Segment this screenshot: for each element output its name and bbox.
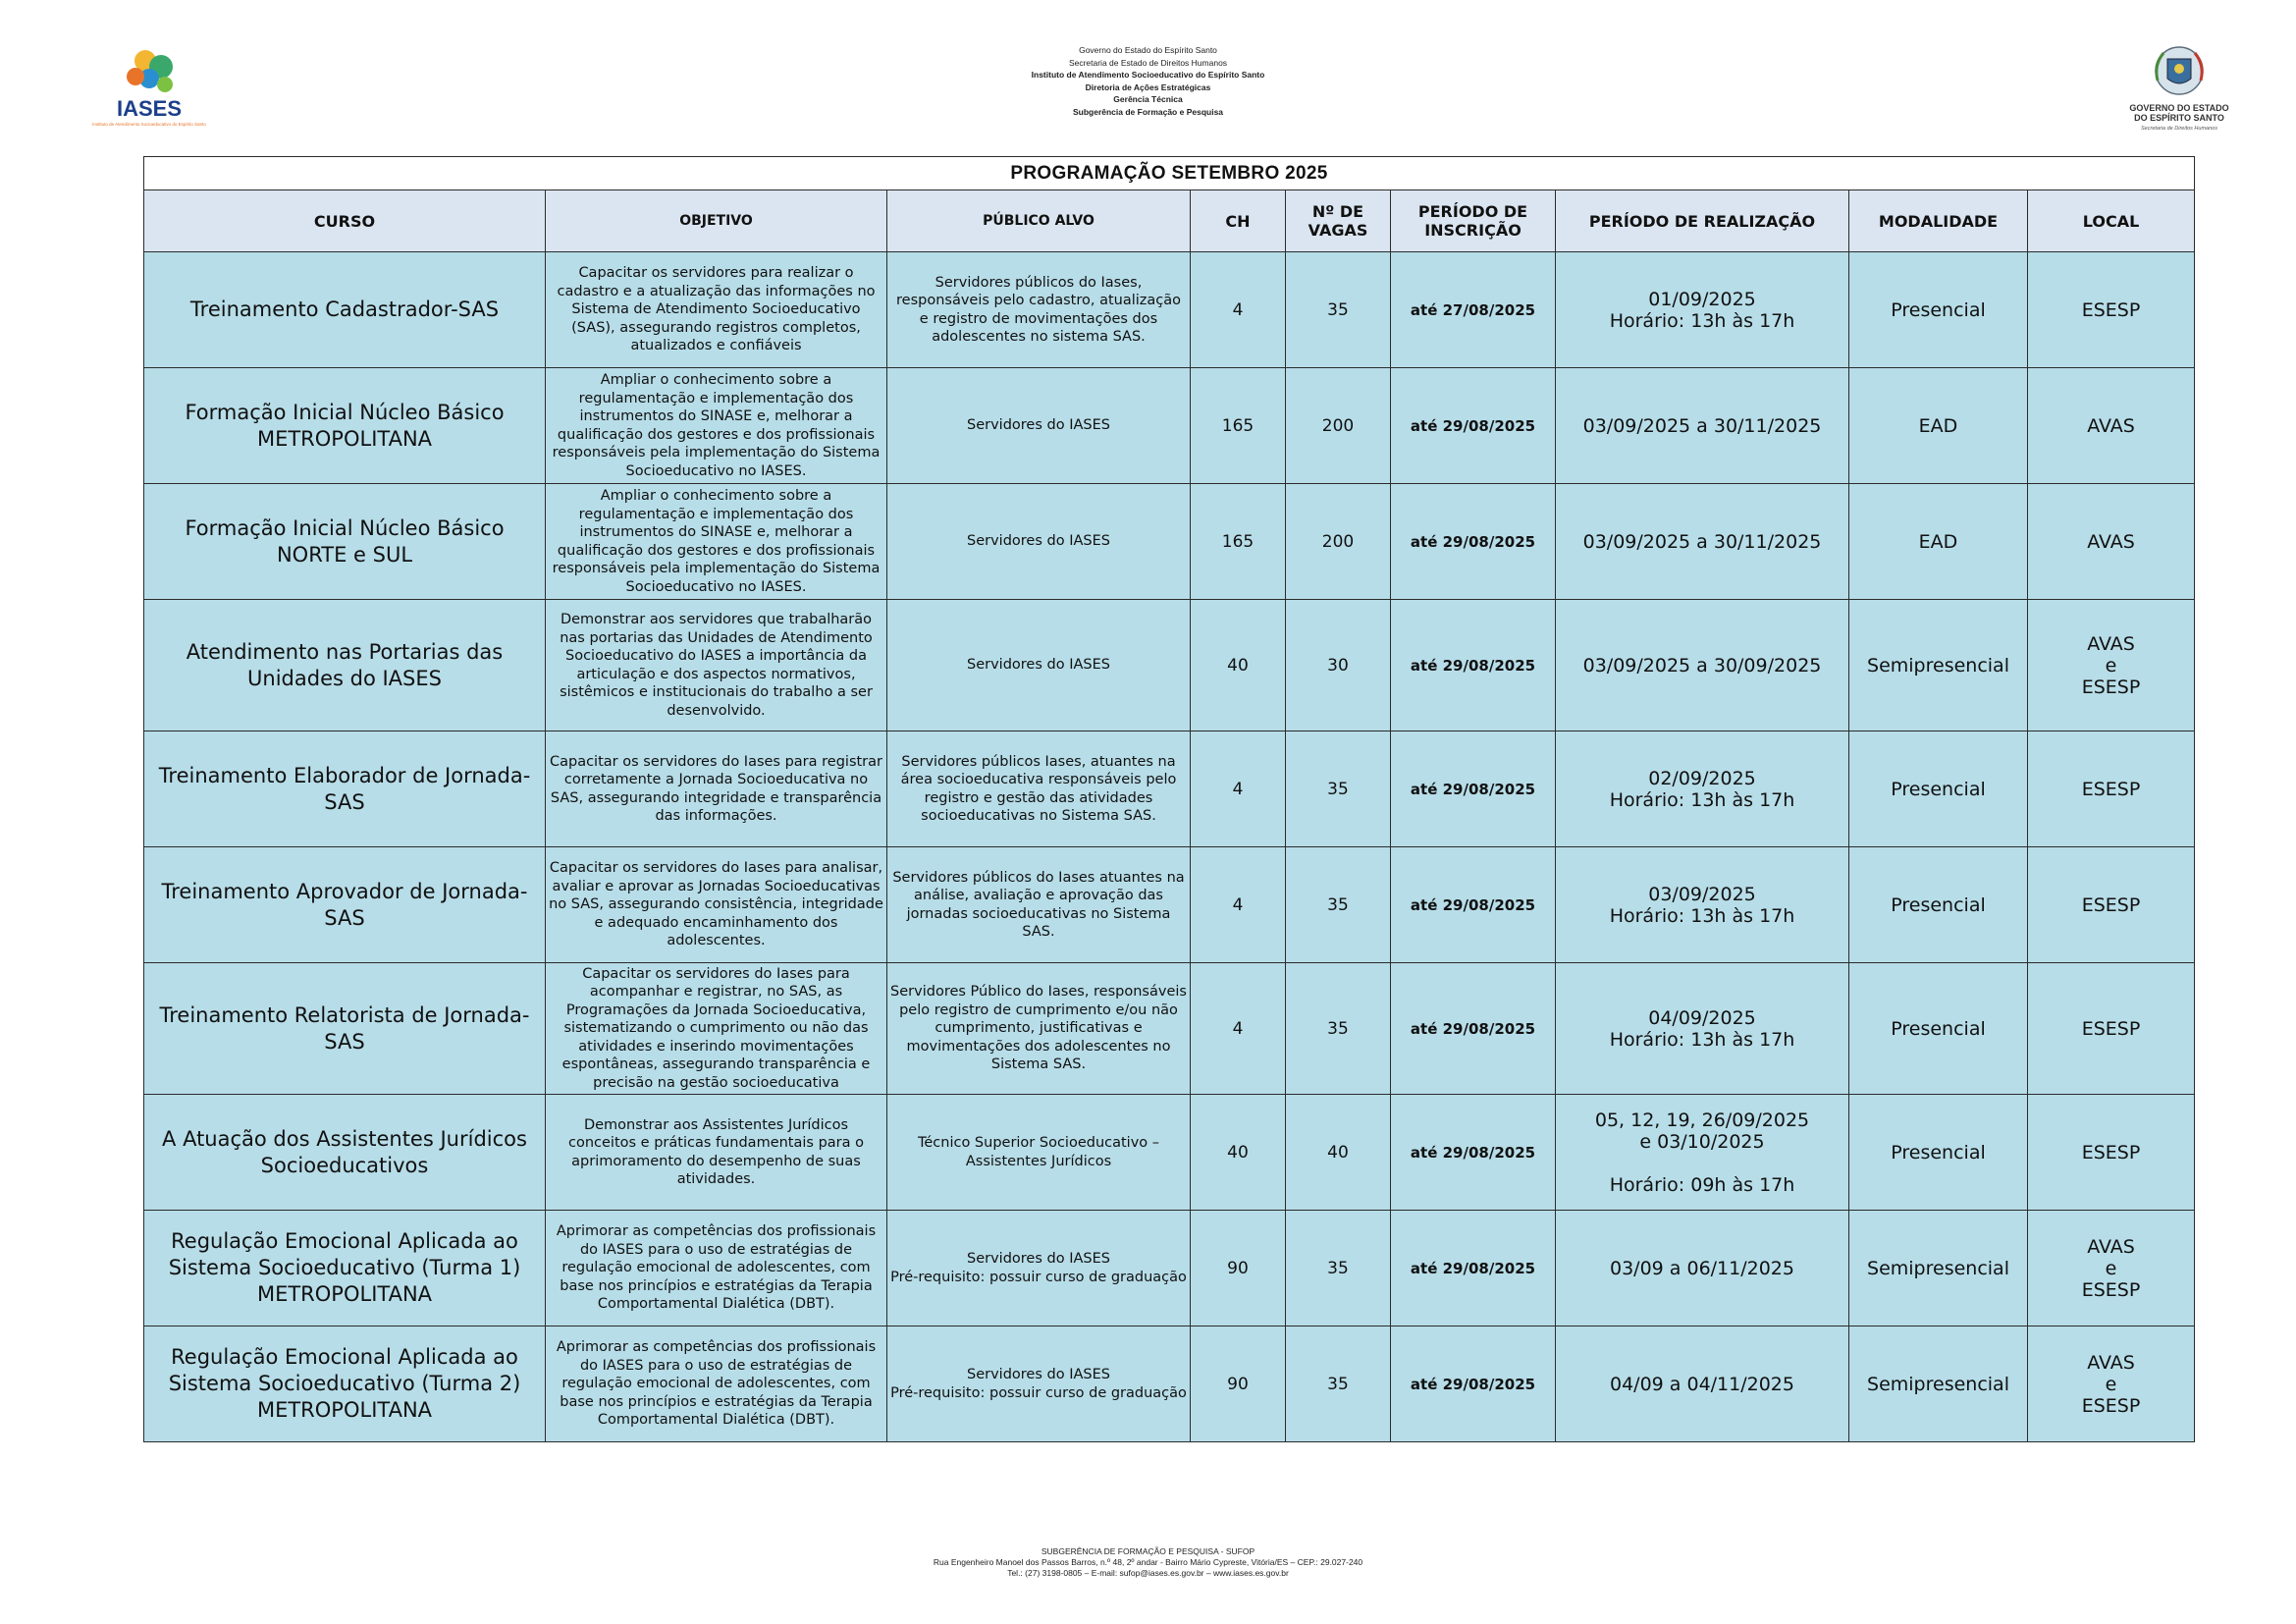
cell-local: ESESP	[2028, 963, 2195, 1095]
col-header-modalidade: MODALIDADE	[1849, 190, 2028, 252]
cell-publico-alvo: Servidores públicos Iases, atuantes na área socioeducativa responsáveis pelo registro e gestão das atividades socioeducativas no Sistema SAS.	[887, 731, 1191, 847]
footer-line-1: SUBGERÊNCIA DE FORMAÇÃO E PESQUISA - SUFOP	[1041, 1546, 1255, 1556]
cell-local: ESESP	[2028, 252, 2195, 368]
table-row	[144, 847, 2195, 963]
cell-inscricao: até 29/08/2025	[1391, 484, 1556, 600]
cell-publico-alvo: Servidores públicos do Iases, responsáveis pelo cadastro, atualização e registro de movimentações dos adolescentes no sistema SAS.	[887, 252, 1191, 368]
col-header-publico-alvo: PÚBLICO ALVO	[887, 190, 1191, 252]
cell-inscricao: até 29/08/2025	[1391, 1211, 1556, 1326]
cell-publico-alvo: Servidores públicos do Iases atuantes na análise, avaliação e aprovação das jornadas socioeducativas no Sistema SAS.	[887, 847, 1191, 963]
cell-publico-alvo: Servidores do IASES	[887, 368, 1191, 484]
table-row	[144, 600, 2195, 731]
cell-modalidade: Presencial	[1849, 731, 2028, 847]
cell-realizacao: 02/09/2025 Horário: 13h às 17h	[1556, 731, 1849, 847]
cell-curso: A Atuação dos Assistentes Jurídicos Socioeducativos	[144, 1095, 546, 1211]
cell-curso: Treinamento Aprovador de Jornada-SAS	[144, 847, 546, 963]
table-row	[144, 731, 2195, 847]
cell-local: AVAS	[2028, 368, 2195, 484]
svg-text:IASES: IASES	[116, 96, 183, 121]
cell-local: AVAS e ESESP	[2028, 1326, 2195, 1442]
cell-publico-alvo: Técnico Superior Socioeducativo – Assistentes Jurídicos	[887, 1095, 1191, 1211]
header-line-4: Diretoria de Ações Estratégicas	[1085, 81, 1211, 92]
cell-realizacao: 03/09/2025 a 30/09/2025	[1556, 600, 1849, 731]
cell-modalidade: Semipresencial	[1849, 600, 2028, 731]
header-line-2: Secretaria de Estado de Direitos Humanos	[1068, 57, 1228, 68]
cell-publico-alvo: Servidores do IASES	[887, 484, 1191, 600]
cell-realizacao: 03/09/2025 a 30/11/2025	[1556, 484, 1849, 600]
col-header-realizacao: PERÍODO DE REALIZAÇÃO	[1556, 190, 1849, 252]
cell-realizacao: 03/09/2025 a 30/11/2025	[1556, 368, 1849, 484]
cell-curso: Formação Inicial Núcleo Básico NORTE e SUL	[144, 484, 546, 600]
cell-inscricao: até 29/08/2025	[1391, 600, 1556, 731]
col-header-local: LOCAL	[2028, 190, 2195, 252]
cell-modalidade: Semipresencial	[1849, 1326, 2028, 1442]
cell-modalidade: Presencial	[1849, 252, 2028, 368]
cell-curso: Treinamento Cadastrador-SAS	[144, 252, 546, 368]
table-row	[144, 1095, 2195, 1211]
table-row	[144, 252, 2195, 368]
header-line-5: Gerência Técnica	[1113, 94, 1183, 104]
cell-ch: 165	[1191, 484, 1286, 600]
footer-line-2: Rua Engenheiro Manoel dos Passos Barros, n.º 48, 2º andar - Bairro Mário Cypreste, Vitória/ES – CEP.: 29.027-240	[933, 1557, 1363, 1567]
cell-ch: 165	[1191, 368, 1286, 484]
cell-realizacao: 01/09/2025 Horário: 13h às 17h	[1556, 252, 1849, 368]
cell-curso: Regulação Emocional Aplicada ao Sistema Socioeducativo (Turma 1) METROPOLITANA	[144, 1211, 546, 1326]
col-header-vagas: Nº DE VAGAS	[1286, 190, 1391, 252]
cell-realizacao: 04/09/2025 Horário: 13h às 17h	[1556, 963, 1849, 1095]
cell-ch: 90	[1191, 1326, 1286, 1442]
header-line-6: Subgerência de Formação e Pesquisa	[1072, 106, 1224, 117]
table-row	[144, 963, 2195, 1095]
document-footer	[0, 1546, 2296, 1579]
cell-ch: 4	[1191, 963, 1286, 1095]
cell-inscricao: até 29/08/2025	[1391, 847, 1556, 963]
cell-inscricao: até 29/08/2025	[1391, 963, 1556, 1095]
cell-publico-alvo: Servidores do IASES Pré-requisito: possuir curso de graduação	[887, 1326, 1191, 1442]
cell-local: AVAS	[2028, 484, 2195, 600]
cell-vagas: 35	[1286, 731, 1391, 847]
cell-local: ESESP	[2028, 1095, 2195, 1211]
cell-vagas: 35	[1286, 847, 1391, 963]
coat-of-arms-icon	[2120, 41, 2238, 139]
cell-modalidade: Presencial	[1849, 963, 2028, 1095]
cell-objetivo: Demonstrar aos Assistentes Jurídicos conceitos e práticas fundamentais para o aprimoramento do desempenho de suas atividades.	[546, 1095, 887, 1211]
table-title: PROGRAMAÇÃO SETEMBRO 2025	[144, 157, 2195, 190]
cell-vagas: 200	[1286, 368, 1391, 484]
cell-ch: 40	[1191, 600, 1286, 731]
cell-objetivo: Capacitar os servidores do Iases para analisar, avaliar e aprovar as Jornadas Socioeducativas no SAS, assegurando consistência, integridade e adequado encaminhamento dos adolescentes.	[546, 847, 887, 963]
document-header	[0, 44, 2296, 118]
cell-curso: Formação Inicial Núcleo Básico METROPOLITANA	[144, 368, 546, 484]
cell-modalidade: Presencial	[1849, 1095, 2028, 1211]
cell-publico-alvo: Servidores do IASES Pré-requisito: possuir curso de graduação	[887, 1211, 1191, 1326]
cell-local: AVAS e ESESP	[2028, 1211, 2195, 1326]
cell-modalidade: Presencial	[1849, 847, 2028, 963]
cell-curso: Atendimento nas Portarias das Unidades do IASES	[144, 600, 546, 731]
cell-inscricao: até 29/08/2025	[1391, 1326, 1556, 1442]
cell-objetivo: Demonstrar aos servidores que trabalharão nas portarias das Unidades de Atendimento Socioeducativo do IASES a importância da articulação e dos aspectos normativos, sistêmicos e institucionais do trabalho a ser desenvolvido.	[546, 600, 887, 731]
header-line-1: Governo do Estado do Espírito Santo	[1079, 45, 1217, 55]
cell-vagas: 35	[1286, 1211, 1391, 1326]
cell-local: ESESP	[2028, 731, 2195, 847]
col-header-ch: CH	[1191, 190, 1286, 252]
table-row	[144, 1211, 2195, 1326]
svg-text:Secretaria de Direitos Humanos: Secretaria de Direitos Humanos	[2141, 126, 2217, 132]
cell-modalidade: Semipresencial	[1849, 1211, 2028, 1326]
es-government-logo	[2120, 41, 2238, 139]
cell-publico-alvo: Servidores Público do Iases, responsáveis pelo registro de cumprimento e/ou não cumprimento, justificativas e movimentações dos adolescentes no Sistema SAS.	[887, 963, 1191, 1095]
header-line-3: Instituto de Atendimento Socioeducativo do Espírito Santo	[1031, 70, 1265, 80]
table-row	[144, 1326, 2195, 1442]
cell-objetivo: Aprimorar as competências dos profissionais do IASES para o uso de estratégias de regulação emocional de adolescentes, com base nos princípios e estratégias da Terapia Comportamental Dialética (DBT).	[546, 1326, 887, 1442]
cell-objetivo: Ampliar o conhecimento sobre a regulamentação e implementação dos instrumentos do SINASE e, melhorar a qualificação dos gestores e dos profissionais responsáveis pela implementação do Sistema Socioeducativo no IASES.	[546, 368, 887, 484]
col-header-inscricao: PERÍODO DE INSCRIÇÃO	[1391, 190, 1556, 252]
col-header-curso: CURSO	[144, 190, 546, 252]
cell-vagas: 30	[1286, 600, 1391, 731]
cell-objetivo: Ampliar o conhecimento sobre a regulamentação e implementação dos instrumentos do SINASE e, melhorar a qualificação dos gestores e dos profissionais responsáveis pela implementação do Sistema Socioeducativo no IASES.	[546, 484, 887, 600]
cell-objetivo: Capacitar os servidores do Iases para acompanhar e registrar, no SAS, as Programações da Jornada Socioeducativa, sistematizando o cumprimento ou não das atividades e inserindo movimentações espontâneas, assegurando transparência e precisão na gestão socioeducativa	[546, 963, 887, 1095]
cell-ch: 40	[1191, 1095, 1286, 1211]
svg-text:GOVERNO DO ESTADO: GOVERNO DO ESTADO	[2129, 103, 2229, 113]
cell-inscricao: até 27/08/2025	[1391, 252, 1556, 368]
cell-inscricao: até 29/08/2025	[1391, 368, 1556, 484]
footer-line-3: Tel.: (27) 3198-0805 – E-mail: sufop@iases.es.gov.br – www.iases.es.gov.br	[1007, 1568, 1289, 1578]
cell-local: AVAS e ESESP	[2028, 600, 2195, 731]
cell-local: ESESP	[2028, 847, 2195, 963]
cell-vagas: 40	[1286, 1095, 1391, 1211]
cell-vagas: 200	[1286, 484, 1391, 600]
svg-text:DO ESPÍRITO SANTO: DO ESPÍRITO SANTO	[2134, 113, 2224, 123]
programacao-table	[143, 156, 2194, 1442]
cell-publico-alvo: Servidores do IASES	[887, 600, 1191, 731]
cell-realizacao: 05, 12, 19, 26/09/2025 e 03/10/2025 Horário: 09h às 17h	[1556, 1095, 1849, 1211]
cell-modalidade: EAD	[1849, 484, 2028, 600]
col-header-objetivo: OBJETIVO	[546, 190, 887, 252]
cell-vagas: 35	[1286, 963, 1391, 1095]
cell-curso: Treinamento Relatorista de Jornada-SAS	[144, 963, 546, 1095]
cell-vagas: 35	[1286, 1326, 1391, 1442]
cell-ch: 4	[1191, 252, 1286, 368]
cell-inscricao: até 29/08/2025	[1391, 731, 1556, 847]
cell-curso: Regulação Emocional Aplicada ao Sistema Socioeducativo (Turma 2) METROPOLITANA	[144, 1326, 546, 1442]
cell-objetivo: Capacitar os servidores do Iases para registrar corretamente a Jornada Socioeducativa no SAS, assegurando integridade e transparência das informações.	[546, 731, 887, 847]
cell-objetivo: Capacitar os servidores para realizar o cadastro e a atualização das informações no Sistema de Atendimento Socioeducativo (SAS), assegurando registros completos, atualizados e confiáveis	[546, 252, 887, 368]
cell-ch: 4	[1191, 847, 1286, 963]
table-row	[144, 484, 2195, 600]
cell-ch: 90	[1191, 1211, 1286, 1326]
iases-logo-sub: Instituto de Atendimento Socioeducativo do Espírito Santo	[92, 122, 206, 127]
cell-realizacao: 04/09 a 04/11/2025	[1556, 1326, 1849, 1442]
cell-inscricao: até 29/08/2025	[1391, 1095, 1556, 1211]
cell-realizacao: 03/09/2025 Horário: 13h às 17h	[1556, 847, 1849, 963]
cell-vagas: 35	[1286, 252, 1391, 368]
cell-realizacao: 03/09 a 06/11/2025	[1556, 1211, 1849, 1326]
table-row	[144, 368, 2195, 484]
cell-modalidade: EAD	[1849, 368, 2028, 484]
cell-objetivo: Aprimorar as competências dos profissionais do IASES para o uso de estratégias de regulação emocional de adolescentes, com base nos princípios e estratégias da Terapia Comportamental Dialética (DBT).	[546, 1211, 887, 1326]
cell-ch: 4	[1191, 731, 1286, 847]
cell-curso: Treinamento Elaborador de Jornada-SAS	[144, 731, 546, 847]
